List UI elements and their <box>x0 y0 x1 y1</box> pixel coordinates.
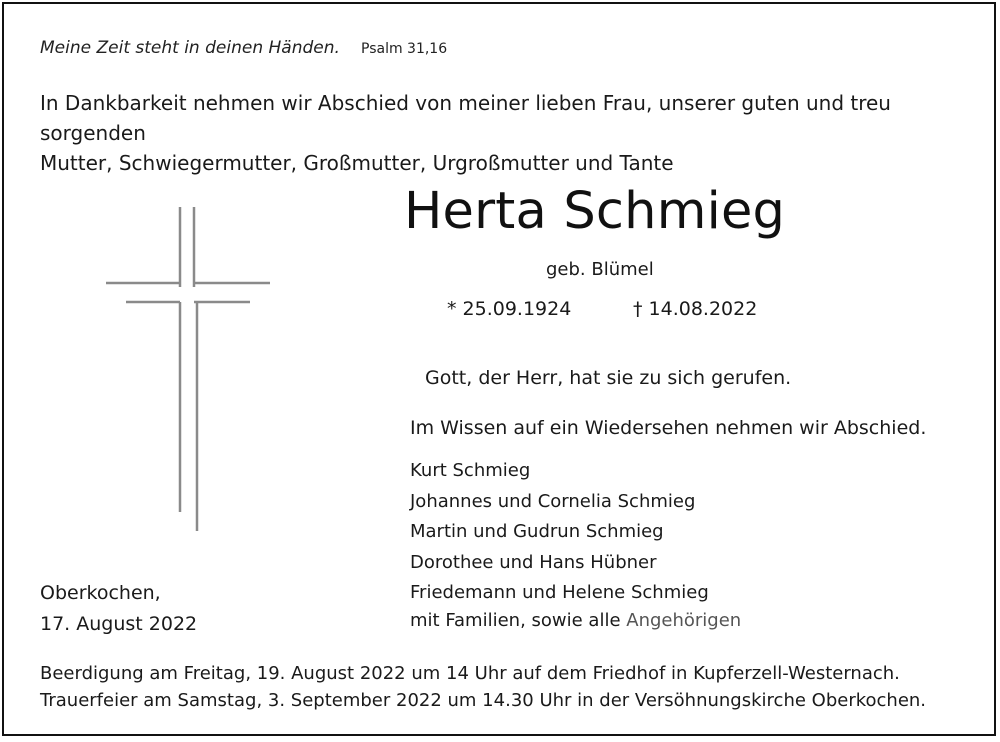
families-line <box>410 610 741 631</box>
maiden-name: geb. Blümel <box>546 259 654 280</box>
mourners-list <box>410 456 709 609</box>
quote-text: Gott, der Herr, hat sie zu sich gerufen. <box>425 367 792 389</box>
motto-verse: Meine Zeit steht in deinen Händen. <box>40 38 340 58</box>
families-suffix: Angehörigen <box>626 610 742 631</box>
intro-text <box>40 88 980 178</box>
funeral-info <box>40 660 926 714</box>
notice-date: 17. August 2022 <box>40 613 198 635</box>
mourner-name: Johannes und Cornelia Schmieg <box>410 490 696 512</box>
cross-icon <box>100 199 280 539</box>
families-prefix: mit Familien, sowie alle <box>410 610 621 631</box>
intro-line-2: Mutter, Schwiegermutter, Großmutter, Urgroßmutter und Tante <box>40 151 674 175</box>
motto-reference: Psalm 31,16 <box>361 41 448 57</box>
mourner-name: Kurt Schmieg <box>410 460 531 481</box>
mourner-name: Friedemann und Helene Schmieg <box>410 582 709 603</box>
obituary-notice <box>2 2 996 736</box>
birth-date: * 25.09.1924 <box>447 298 572 320</box>
farewell-text: Im Wissen auf ein Wiedersehen nehmen wir Abschied. <box>410 417 927 439</box>
place-name: Oberkochen, <box>40 582 161 604</box>
memorial-service-info: Trauerfeier am Samstag, 3. September 2022 um 14.30 Uhr in der Versöhnungskirche Oberkochen. <box>40 690 927 711</box>
burial-info: Beerdigung am Freitag, 19. August 2022 um 14 Uhr auf dem Friedhof in Kupferzell-Westernach. <box>40 663 900 684</box>
deceased-name: Herta Schmieg <box>404 182 786 241</box>
place-date <box>40 578 197 640</box>
mourner-name: Dorothee und Hans Hübner <box>410 551 657 573</box>
intro-line-1: In Dankbarkeit nehmen wir Abschied von meiner lieben Frau, unserer guten und treu sorgenden <box>40 91 891 145</box>
death-date: † 14.08.2022 <box>633 298 758 320</box>
mourner-name: Martin und Gudrun Schmieg <box>410 521 664 542</box>
